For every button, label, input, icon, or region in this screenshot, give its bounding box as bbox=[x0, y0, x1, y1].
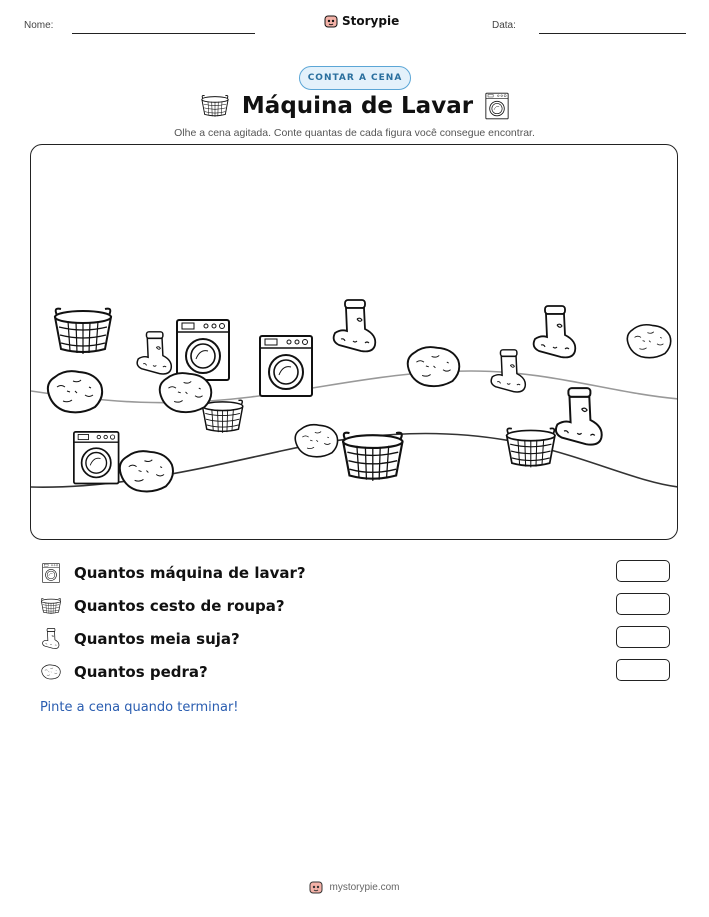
rock bbox=[295, 425, 337, 457]
washing-machine-icon bbox=[40, 562, 62, 584]
washing-machine bbox=[177, 320, 229, 380]
answer-box-dirty-sock[interactable] bbox=[616, 626, 670, 648]
name-line[interactable] bbox=[72, 33, 255, 34]
washing-machine bbox=[74, 432, 119, 484]
answer-box-washing-machine[interactable] bbox=[616, 560, 670, 582]
title-text: Máquina de Lavar bbox=[241, 93, 474, 119]
dirty-sock bbox=[334, 300, 376, 351]
washing-machine-icon bbox=[485, 92, 509, 120]
rock bbox=[627, 325, 670, 358]
rock bbox=[408, 347, 460, 386]
dirty-sock bbox=[556, 388, 602, 445]
rock bbox=[120, 451, 173, 491]
question-rock bbox=[40, 659, 670, 685]
question-laundry-basket bbox=[40, 593, 670, 619]
laundry-basket bbox=[507, 428, 555, 467]
scene-illustration bbox=[31, 145, 678, 540]
question-washing-machine bbox=[40, 560, 670, 586]
laundry-basket bbox=[55, 309, 111, 354]
question-text: Quantos cesto de roupa? bbox=[74, 597, 285, 615]
page-title bbox=[0, 92, 709, 120]
date-line[interactable] bbox=[539, 33, 686, 34]
name-label: Nome: bbox=[24, 20, 54, 31]
laundry-basket bbox=[343, 433, 402, 481]
question-text: Quantos pedra? bbox=[74, 663, 208, 681]
rock-icon bbox=[40, 661, 62, 683]
rock bbox=[160, 373, 212, 412]
question-dirty-sock bbox=[40, 626, 670, 652]
dirty-sock bbox=[534, 306, 576, 357]
rock bbox=[48, 371, 102, 412]
laundry-basket-icon bbox=[200, 93, 230, 119]
instructions: Olhe a cena agitada. Conte quantas de cada figura você consegue encontrar. bbox=[174, 127, 535, 139]
answer-box-laundry-basket[interactable] bbox=[616, 593, 670, 615]
dirty-sock bbox=[491, 350, 525, 392]
date-label: Data: bbox=[492, 20, 516, 31]
question-text: Quantos máquina de lavar? bbox=[74, 564, 306, 582]
site-footer bbox=[0, 880, 709, 894]
brand-name: Storypie bbox=[342, 14, 400, 28]
brand-logo bbox=[324, 14, 399, 28]
storypie-mascot-icon bbox=[309, 880, 323, 894]
laundry-basket-icon bbox=[40, 595, 62, 617]
question-text: Quantos meia suja? bbox=[74, 630, 240, 648]
counting-scene bbox=[30, 144, 678, 540]
laundry-basket bbox=[202, 400, 242, 433]
dirty-sock bbox=[137, 332, 171, 374]
storypie-mascot-icon bbox=[324, 14, 338, 28]
answer-box-rock[interactable] bbox=[616, 659, 670, 681]
dirty-sock-icon bbox=[40, 628, 62, 650]
color-instruction: Pinte a cena quando terminar! bbox=[40, 700, 239, 715]
washing-machine bbox=[260, 336, 312, 396]
site-url[interactable]: mystorypie.com bbox=[329, 881, 400, 893]
activity-badge: CONTAR A CENA bbox=[299, 66, 411, 90]
